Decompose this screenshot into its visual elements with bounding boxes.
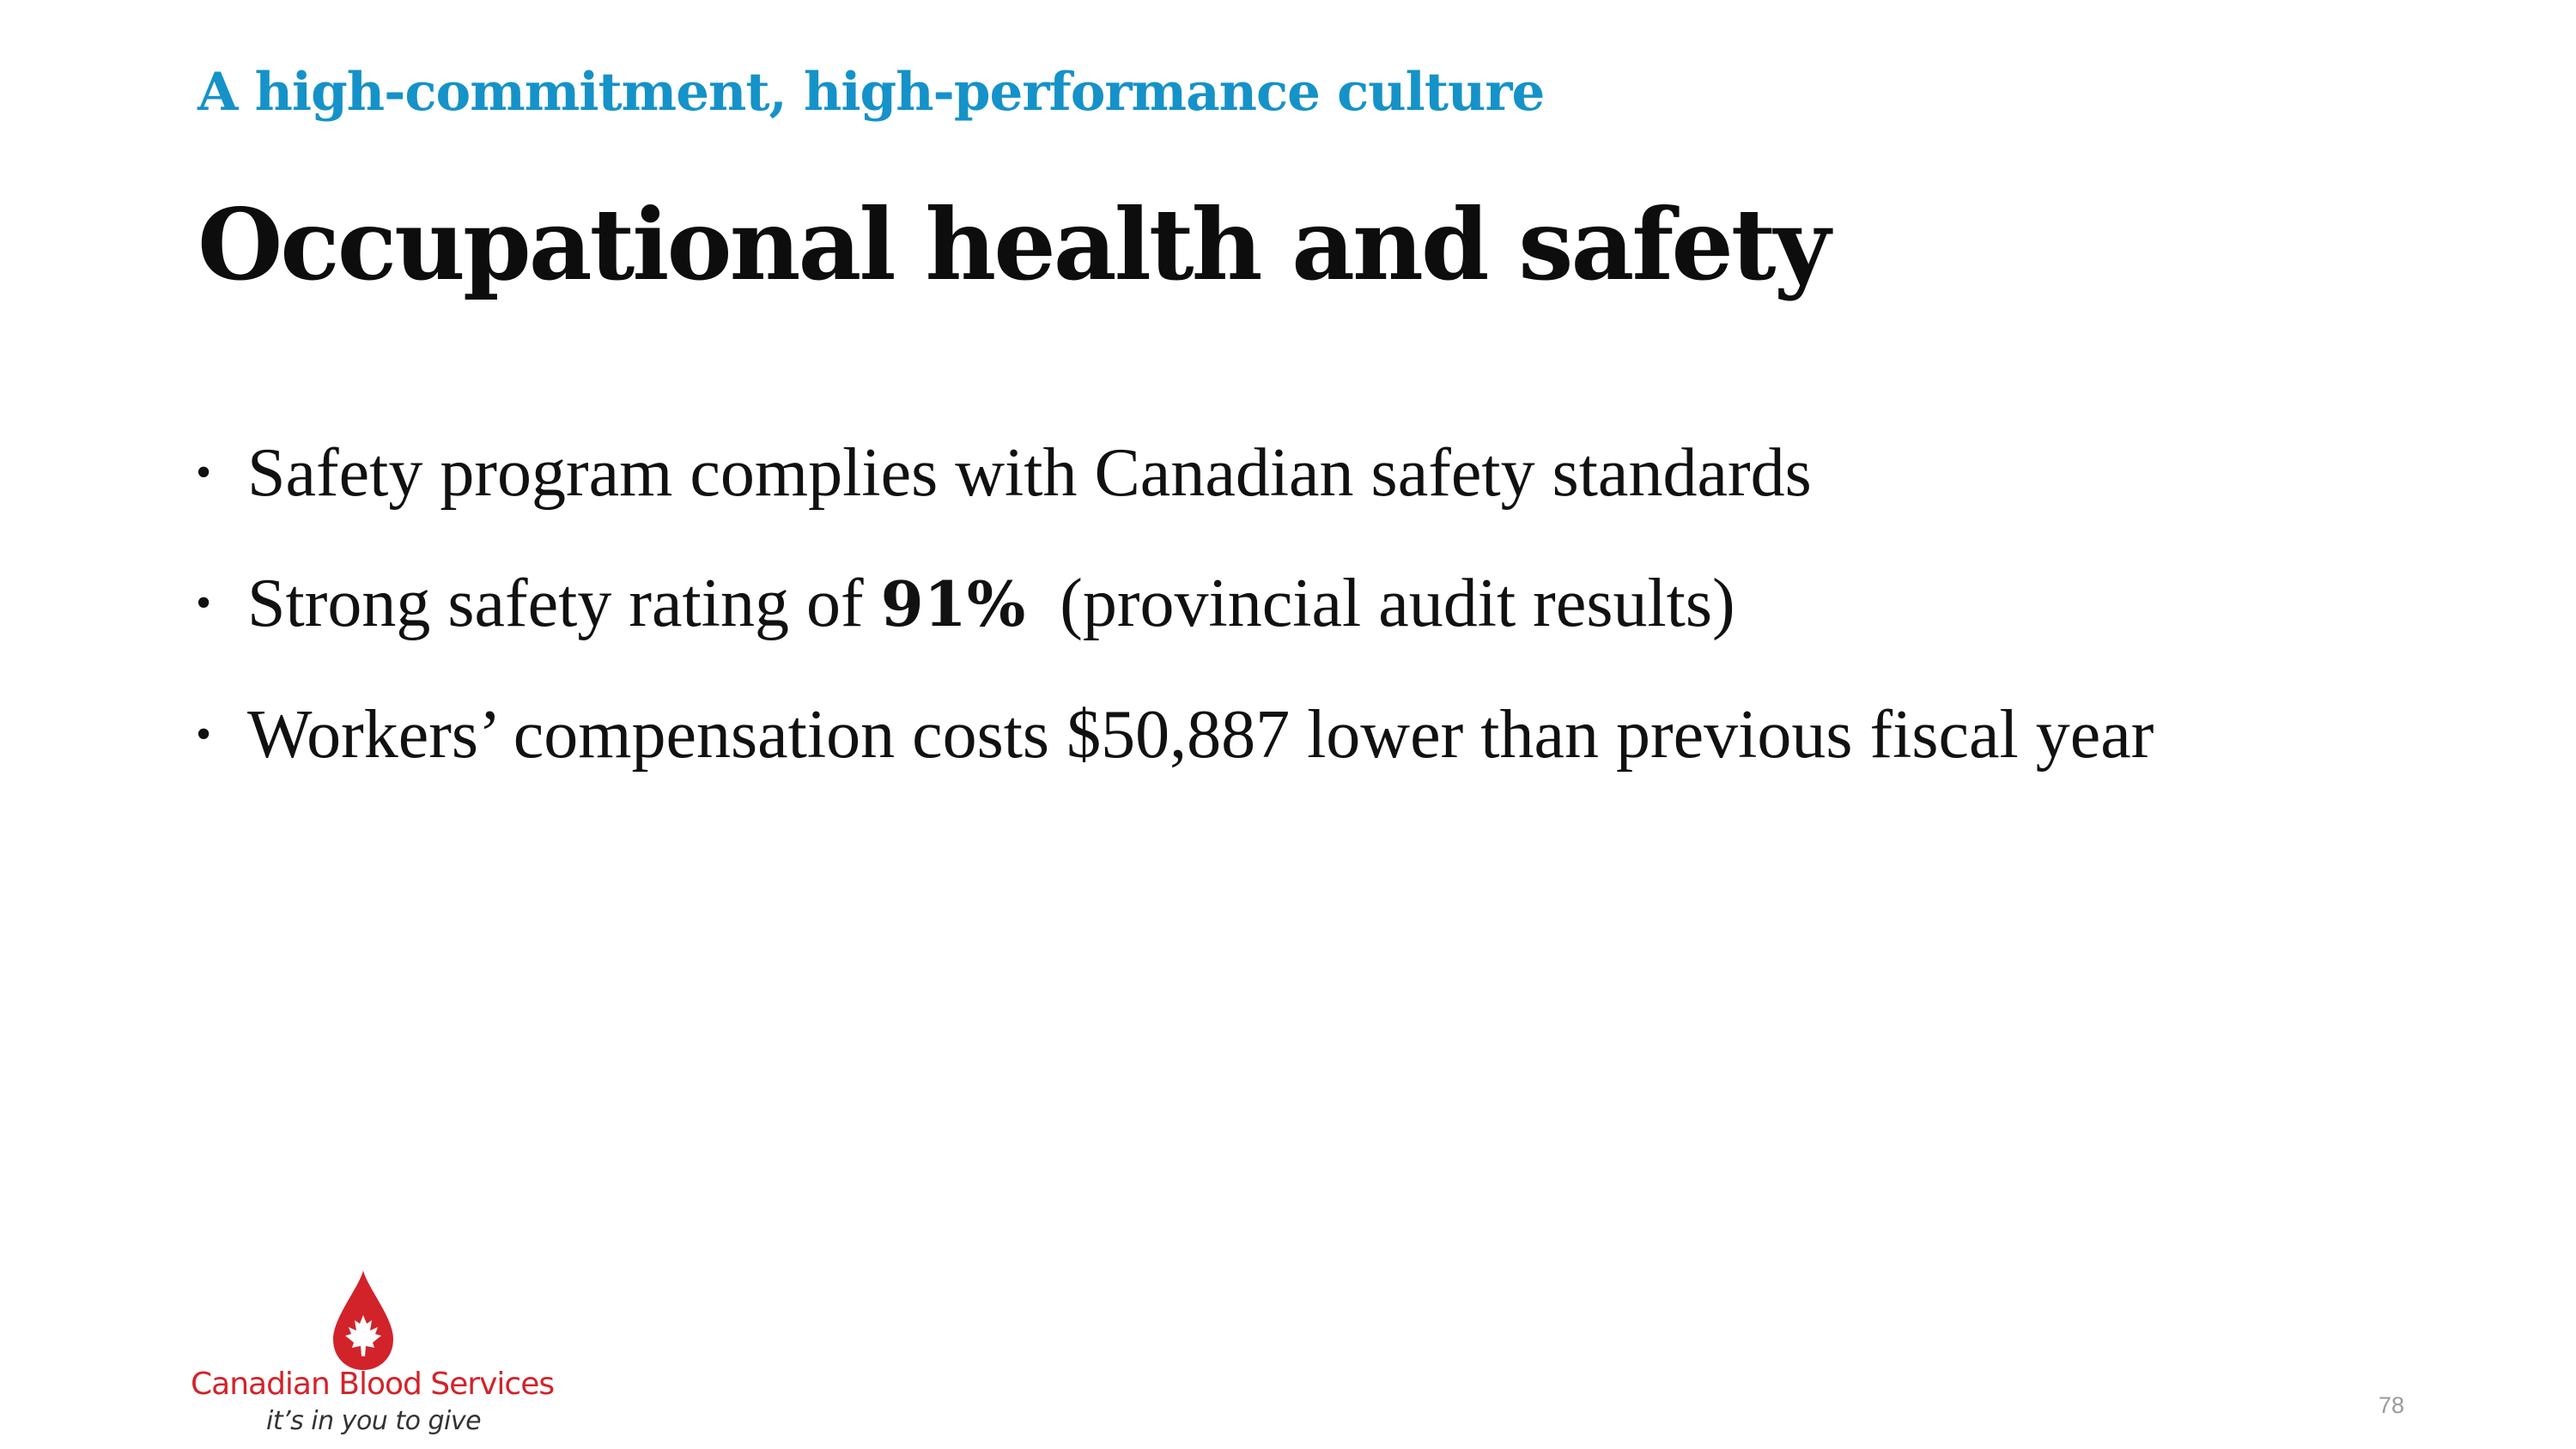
bullet-item — [196, 560, 2171, 648]
bullet-text: Workers’ compensation costs $50,887 lower than previous fiscal year — [247, 697, 2154, 773]
bullet-item — [196, 429, 2171, 517]
bullet-dot: • — [196, 579, 212, 627]
blood-drop-maple-leaf-icon — [325, 1270, 402, 1372]
bullet-text-suffix: (provincial audit results) — [1025, 566, 1735, 641]
bullet-text: Safety program complies with Canadian safety standards — [247, 435, 1812, 511]
bullet-dot: • — [196, 710, 212, 759]
safety-rating-value: 91% — [880, 567, 1026, 640]
page-number: 78 — [2379, 1392, 2405, 1418]
bullet-dot: • — [196, 448, 212, 497]
logo-tagline: it’s in you to give — [266, 1406, 482, 1436]
bullet-text-prefix: Strong safety rating of — [247, 566, 881, 641]
logo-wordmark: Canadian Blood Services — [191, 1367, 555, 1402]
bullet-item — [196, 691, 2162, 779]
slide-title: Occupational health and safety — [197, 187, 1828, 302]
section-kicker: A high-commitment, high-performance culture — [197, 62, 1545, 123]
bullet-list — [196, 429, 2171, 822]
canadian-blood-services-logo — [187, 1270, 555, 1436]
